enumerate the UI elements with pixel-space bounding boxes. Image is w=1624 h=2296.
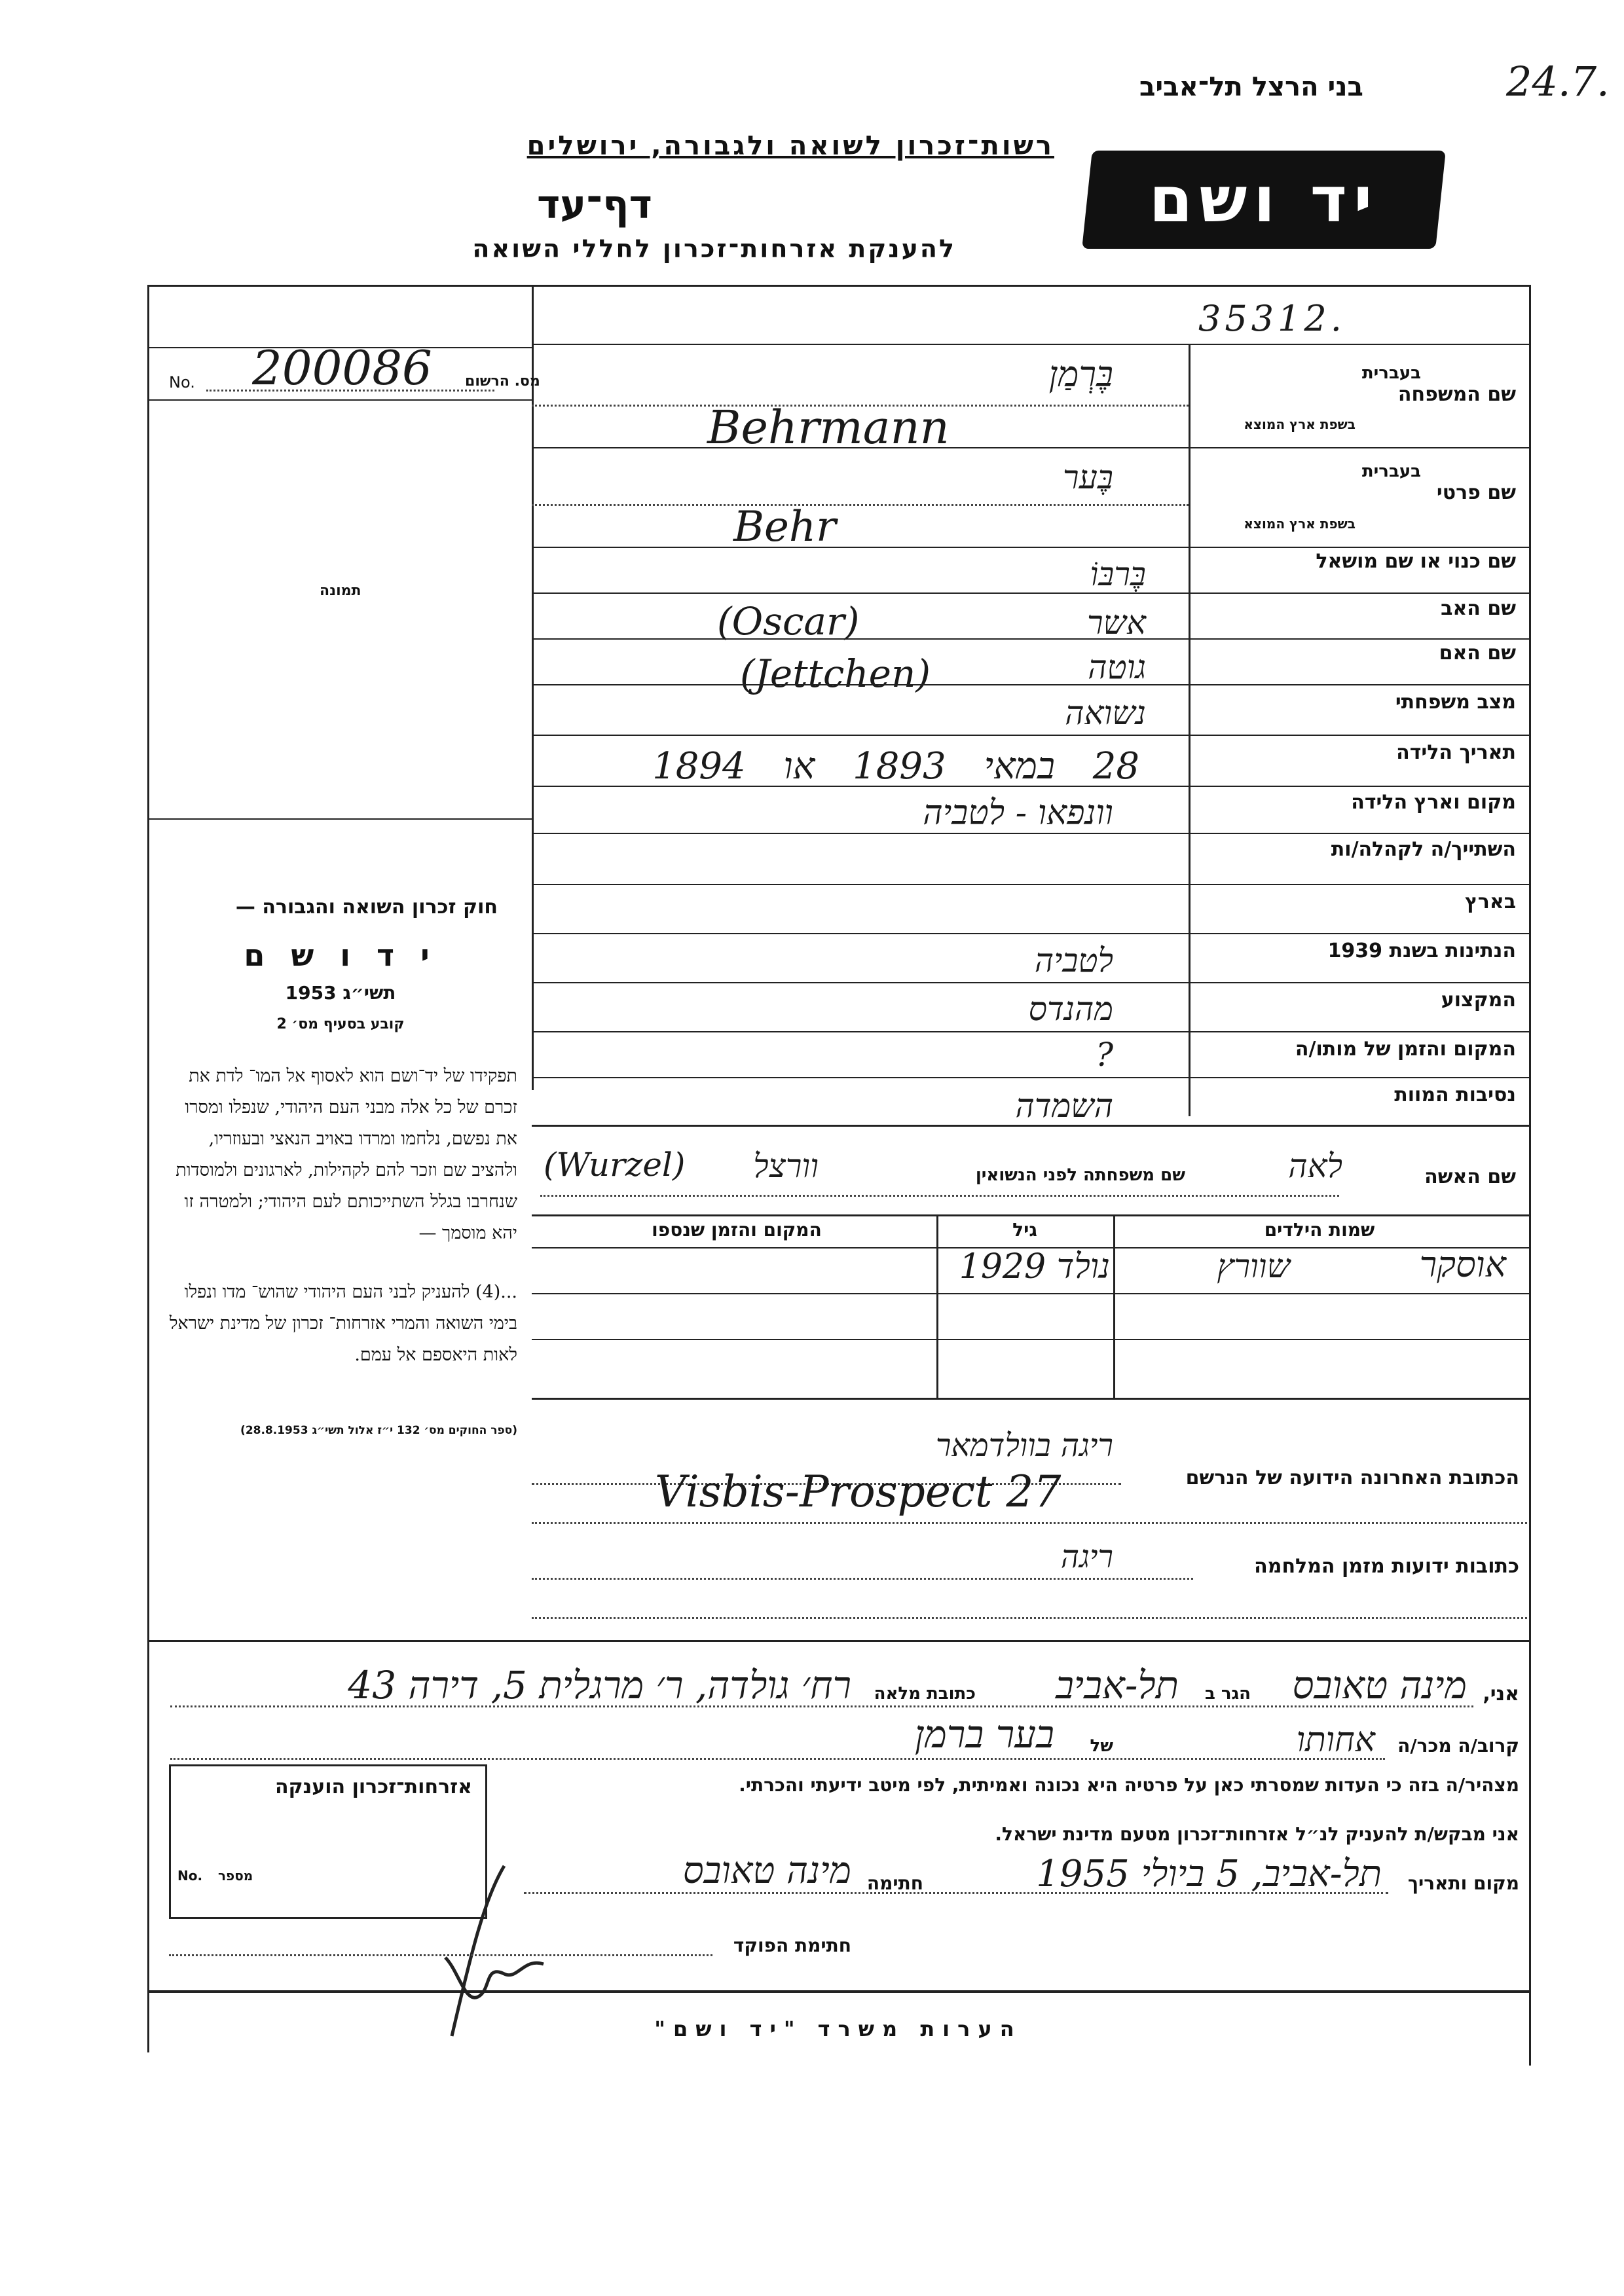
father-name-label: שם האב	[1441, 597, 1516, 620]
children-table-top	[532, 1214, 1529, 1216]
mother-name-label: שם האם	[1439, 642, 1516, 665]
war-address-value: ריגה	[1060, 1539, 1113, 1575]
law-year: תשי״ג 1953	[285, 982, 396, 1004]
nickname-label: שם כנוי או שם מושאל	[1316, 550, 1516, 573]
row-line	[532, 547, 1529, 548]
marital-status-value: נשואה	[1065, 694, 1146, 732]
surname-label: שם המשפחה	[1397, 383, 1516, 406]
dotted-line	[532, 504, 1189, 506]
death-circumstances-value: השמדה	[1015, 1087, 1113, 1125]
row-line	[147, 399, 532, 401]
wife-maiden-value: וורצל	[753, 1147, 819, 1185]
children-header-age: גיל	[1012, 1219, 1037, 1241]
file-number: 35312.	[1198, 298, 1346, 339]
children-header-names: שמות הילדים	[1264, 1219, 1375, 1241]
child-age: נולד 1929	[959, 1247, 1110, 1286]
reg-value: 200086	[252, 340, 432, 395]
frame-right	[1529, 285, 1531, 2066]
firstname-hebrew-value: בֶּער	[1063, 458, 1113, 496]
row-line	[532, 447, 1529, 448]
corner-stamp: בני הרצל תל־אביב	[1139, 72, 1363, 102]
declarant-address-label: כתובת מלאה	[874, 1684, 976, 1704]
surname-hebrew-sub: בעברית	[1361, 363, 1421, 383]
birth-place-value: וונפאו - לטביה	[923, 793, 1113, 833]
page-title: דף־עד	[537, 182, 652, 228]
place-date-value: תל-אביב, 5 ביולי 1955	[1036, 1853, 1382, 1895]
surname-origin-value: Behrmann	[707, 401, 950, 454]
dotted-line	[532, 1578, 1193, 1580]
dotted-line	[532, 1522, 1527, 1524]
firstname-label: שם פרטי	[1436, 481, 1516, 504]
surname-hebrew-value: בֶּרְמַן	[1048, 354, 1113, 395]
row-line	[532, 684, 1529, 685]
declarant-address: רח׳ גולדה, ר׳ מרגלית 5, דירה 43	[348, 1663, 851, 1707]
row-line	[532, 1077, 1529, 1078]
grant-box-no-label: No.	[177, 1868, 203, 1884]
law-text-1: תפקידו של יד־ושם הוא לאסוף אל המו־ לדת את זכרם של כל אלה מבני העם היהודי, שנפלו ומסרו את נפשם, נלחמו ומרדו באויב הנאצי ובעוזריו, ולהציב שם וזכר להם לקהילות, לארגונים ולמוסדות שנחרבו בגלל השתייכותם לעם היהודי; ולמטרה זו יהא מוסמך —	[175, 1066, 517, 1243]
dotted-line	[169, 1954, 712, 1956]
father-name-latin: (Oscar)	[717, 599, 860, 644]
section-line	[147, 1640, 1529, 1642]
death-circumstances-label: נסיבות המוות	[1394, 1084, 1516, 1106]
grant-box-title: אזרחות־זכרון הוענקה	[274, 1776, 472, 1798]
row-line	[532, 592, 1529, 594]
firstname-origin-value: Behr	[733, 503, 836, 551]
relation-of-label: של	[1090, 1736, 1113, 1756]
mother-name-value: גוטה	[1088, 648, 1146, 686]
official-signature-label: חתימת הפוקד	[733, 1935, 851, 1956]
father-name-value: אשר	[1087, 604, 1146, 642]
war-address-label: כתובות ידועות מזמן המלחמה	[1254, 1555, 1519, 1578]
nickname-value: בֶּרבּוֹ	[1090, 555, 1146, 593]
grant-box-no-he: מספר	[218, 1868, 253, 1884]
declarant-name: מינה טאובס	[1292, 1663, 1467, 1707]
place-date-label: מקום ותאריך	[1407, 1872, 1519, 1894]
section-line	[532, 1125, 1529, 1127]
child-name: אוסקר	[1419, 1244, 1506, 1285]
country-label: בארץ	[1464, 890, 1516, 913]
last-address-label: הכתובת האחרונה הידועה של הנרשם	[1185, 1467, 1519, 1489]
wife-maiden-latin: (Wurzel)	[544, 1146, 686, 1184]
declarant-lives-label: הגר ב	[1204, 1684, 1251, 1704]
last-address-street: Visbis-Prospect 27	[655, 1467, 1061, 1517]
birth-date-value: 28 במאי 1893 או 1894	[652, 745, 1139, 788]
dotted-line	[170, 1758, 1385, 1760]
birth-place-label: מקום וארץ הלידה	[1351, 791, 1516, 814]
profession-value: מהנדס	[1028, 990, 1113, 1028]
row-line	[532, 884, 1529, 885]
citizenship-1939-label: הנתינות בשנת 1939	[1327, 939, 1516, 962]
footer-notes-label: הערות משרד "יד ושם"	[654, 2016, 1022, 2041]
law-clause: קובע בסעיף מס׳ 2	[276, 1016, 405, 1032]
marital-status-label: מצב משפחתי	[1395, 691, 1516, 714]
corner-handwritten-number: 24.7.	[1506, 58, 1610, 105]
official-signature-scribble	[406, 1859, 563, 2043]
law-text-2: ...(4) להעניק לבני העם היהודי שהוש־ מדו ונפלו בימי השואה והמרי אזרחות־ זכרון של מדינת ישראל לאות היאספם אל עמם.	[169, 1282, 517, 1365]
relation-value: אחותו	[1296, 1721, 1375, 1760]
citizenship-1939-value: לטביה	[1034, 941, 1113, 979]
row-line	[532, 786, 1529, 787]
surname-origin-sub: בשפת ארץ המוצא	[1244, 416, 1356, 432]
wife-value: לאה	[1288, 1147, 1342, 1185]
birth-date-label: תאריך הלידה	[1396, 741, 1516, 764]
yad-vashem-logo	[1082, 151, 1446, 249]
children-col-divider	[936, 1214, 938, 1398]
logo-text: יד ושם	[1149, 163, 1379, 236]
relation-of-value: בער ברמן	[914, 1712, 1054, 1757]
signature-value: מינה טאובס	[682, 1850, 851, 1892]
reg-label: מס. הרשום	[465, 373, 540, 390]
law-name: י ד ו ש ם	[244, 938, 437, 973]
row-line	[532, 735, 1529, 736]
row-line	[532, 1293, 1529, 1294]
row-line	[532, 982, 1529, 983]
footer-line	[147, 1990, 1529, 1993]
section-line	[532, 1398, 1529, 1400]
row-line	[147, 818, 532, 820]
firstname-hebrew-sub: בעברית	[1361, 462, 1421, 481]
firstname-origin-sub: בשפת ארץ המוצא	[1244, 516, 1356, 532]
dotted-line	[170, 1705, 1473, 1707]
frame-top	[147, 285, 1529, 287]
children-header-place: המקום והזמן שנספו	[652, 1219, 822, 1241]
request-text: אני מבקש/ת להעניק לנ״ל אזרחות־זכרון מטעם מדינת ישראל.	[995, 1823, 1519, 1845]
row-line	[532, 1031, 1529, 1032]
page-subtitle: להענקת אזרחות־זכרון לחללי השואה	[472, 234, 956, 263]
row-line	[532, 1339, 1529, 1340]
dotted-line	[540, 1195, 1339, 1197]
wife-maiden-label: שם משפחתה לפני הנשואין	[975, 1165, 1185, 1185]
row-line	[532, 638, 1529, 640]
declaration-text: מצהיר/ה בזה כי העדות שמסרתי כאן על פרטיה היא נכונה ואמיתית, לפי מיטב ידיעתי והכרתי.	[739, 1774, 1519, 1796]
children-col-divider	[1113, 1214, 1115, 1398]
reg-no-label: No.	[169, 373, 195, 392]
profession-label: המקצוע	[1441, 989, 1516, 1011]
relation-label: קרוב/ה מכר/ה	[1397, 1735, 1519, 1757]
authority-line: רשות־זכרון לשואה ולגבורה, ירושלים	[526, 131, 1054, 161]
community-label: השתייך/ה לקהלה/ות	[1331, 838, 1516, 861]
dotted-line	[524, 1892, 1388, 1894]
law-title: חוק זכרון השואה והגבורה —	[235, 896, 498, 919]
law-source: (ספר החוקים מס׳ 132 י״ז אלול תשי״ג 28.8.1953)	[240, 1424, 517, 1437]
row-line	[532, 833, 1529, 834]
photo-label: תמונה	[320, 583, 361, 599]
signature-label: חתימה	[866, 1872, 923, 1894]
death-place-label: המקום והזמן של מותו/ה	[1295, 1038, 1516, 1061]
label-column-divider	[1189, 344, 1190, 1116]
dotted-line	[532, 1617, 1527, 1619]
last-address-value: ריגה בוולדמאר	[935, 1427, 1113, 1464]
mother-name-latin: (Jettchen)	[740, 651, 931, 696]
child-note: שוורץ	[1217, 1247, 1290, 1285]
row-line	[532, 933, 1529, 934]
death-place-value: ?	[1096, 1036, 1113, 1074]
declarant-city: תל-אביב	[1055, 1663, 1179, 1707]
row-line	[532, 344, 1529, 345]
wife-label: שם האשה	[1424, 1165, 1516, 1188]
declarant-ani: אני,	[1483, 1683, 1519, 1705]
frame-left	[147, 285, 149, 2052]
